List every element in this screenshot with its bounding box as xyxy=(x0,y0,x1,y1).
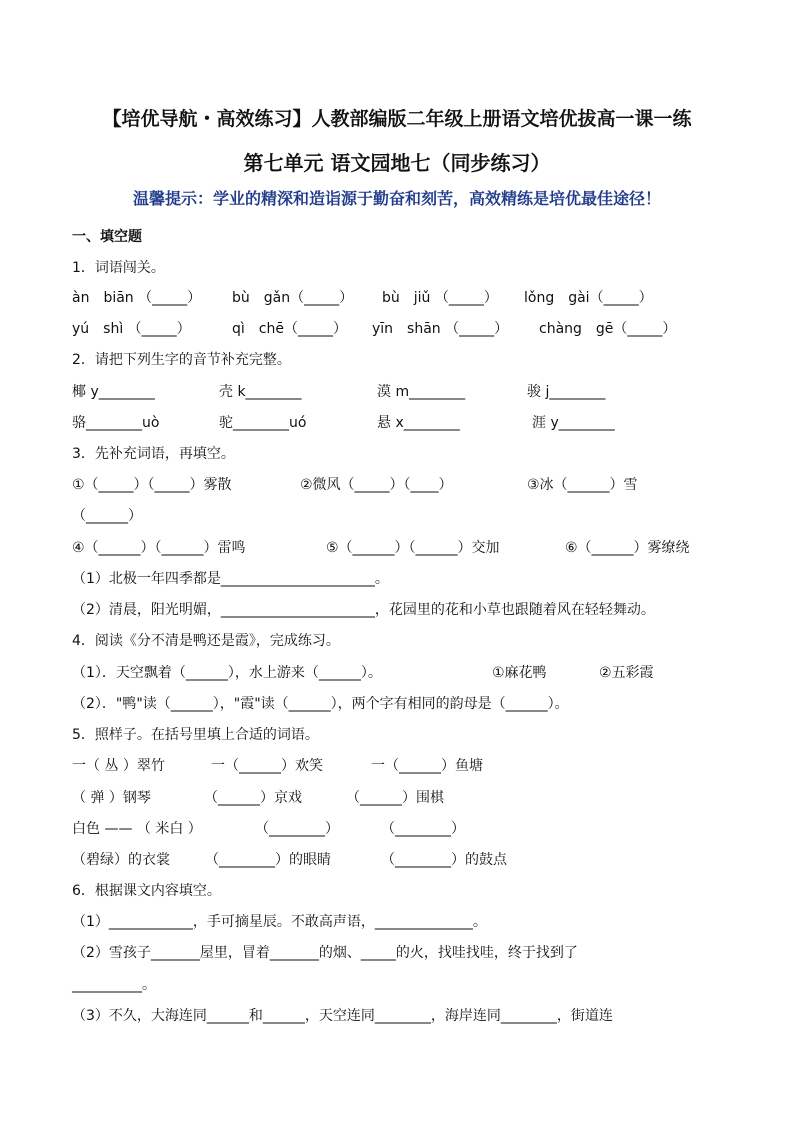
q2-item: 椰 y________ xyxy=(72,384,155,400)
q1-item: bù gǎn（_____） xyxy=(232,290,354,306)
question-6-title: 6．根据课文内容填空。 xyxy=(72,883,221,899)
q6-sentence: （1）____________，手可摘星辰。不敢高声语，______________。 xyxy=(72,914,487,930)
q5-item: （ 弹 ）钢琴 xyxy=(72,790,151,806)
q1-item: àn biān （_____） xyxy=(72,290,202,306)
question-1-title: 1．词语闯关。 xyxy=(72,260,165,276)
q5-item: （______）京戏 xyxy=(204,790,302,806)
q6-sentence: （2）雪孩子_______屋里，冒着_______的烟、_____的火，找哇找哇，终于找到了 xyxy=(72,945,578,961)
q5-item: 一（______）欢笑 xyxy=(211,758,323,774)
page-title: 【培优导航・高效练习】人教部编版二年级上册语文培优拔高一课一练 xyxy=(102,108,692,130)
q5-item: （________） xyxy=(255,821,339,837)
q5-item: （碧绿）的衣裳 xyxy=(72,852,170,868)
section-heading: 一、填空题 xyxy=(72,229,142,245)
q4-sentence: （2）．"鸭"读（______），"霞"读（______），两个字有相同的韵母是（______）。 xyxy=(72,696,569,712)
q1-item: yú shì （_____） xyxy=(72,321,191,337)
question-2-title: 2．请把下列生字的音节补充完整。 xyxy=(72,352,291,368)
q2-item: 悬 x________ xyxy=(377,415,460,431)
q5-item: 一（______）鱼塘 xyxy=(371,758,483,774)
question-4-title: 4．阅读《分不清是鸭还是霞》，完成练习。 xyxy=(72,633,340,649)
q3-item: ⑤（______）（______）交加 xyxy=(326,540,500,556)
page-subtitle: 第七单元 语文园地七（同步练习） xyxy=(243,151,551,175)
q3-sentence: （1）北极一年四季都是______________________。 xyxy=(72,571,389,587)
q2-item: 骏 j________ xyxy=(527,384,606,400)
q4-sentence: （1）．天空飘着（______），水上游来（______）。 xyxy=(72,665,382,681)
q1-item: qì chē（_____） xyxy=(232,321,347,337)
q4-option: ①麻花鸭 xyxy=(492,665,547,681)
q3-sentence: （2）清晨，阳光明媚，______________________，花园里的花和小草也跟随着风在轻轻舞动。 xyxy=(72,602,655,618)
q2-item: 壳 k________ xyxy=(219,384,302,400)
q6-sentence: （3）不久，大海连同______和______，天空连同________，海岸连同________，街道连 xyxy=(72,1008,613,1024)
q3-item: ⑥（______）雾缭绕 xyxy=(565,540,690,556)
q5-item: 白色 —— （ 米白 ） xyxy=(72,821,202,837)
q2-item: 骆________uò xyxy=(72,415,160,431)
q5-item: （________）的鼓点 xyxy=(381,852,507,868)
question-5-title: 5．照样子。在括号里填上合适的词语。 xyxy=(72,727,319,743)
q2-item: 涯 y________ xyxy=(532,415,615,431)
tip-text: 温馨提示：学业的精深和造诣源于勤奋和刻苦，高效精练是培优最佳途径！ xyxy=(132,189,661,208)
q3-item: ④（______）（______）雷鸣 xyxy=(72,540,246,556)
q5-item: 一（ 丛 ）翠竹 xyxy=(72,758,165,774)
q3-item: ②微风（_____）（____） xyxy=(300,477,453,493)
q1-item: lǒng gài（_____） xyxy=(524,290,653,306)
q4-option: ②五彩霞 xyxy=(599,665,654,681)
q3-item: ③冰（______）雪 xyxy=(527,477,638,493)
q3-item: （______） xyxy=(72,508,142,524)
q5-item: （______）围棋 xyxy=(346,790,444,806)
q3-item: ①（_____）（_____）雾散 xyxy=(72,477,232,493)
q5-item: （________）的眼睛 xyxy=(205,852,331,868)
question-3-title: 3．先补充词语，再填空。 xyxy=(72,446,235,462)
q6-sentence: __________。 xyxy=(72,977,156,993)
q2-item: 驼________uó xyxy=(219,415,307,431)
q2-item: 漠 m________ xyxy=(377,384,466,400)
q1-item: yīn shān （_____） xyxy=(372,321,509,337)
q5-item: （________） xyxy=(381,821,465,837)
q1-item: bù jiǔ （_____） xyxy=(382,290,498,306)
q1-item: chàng gē（_____） xyxy=(539,321,677,337)
